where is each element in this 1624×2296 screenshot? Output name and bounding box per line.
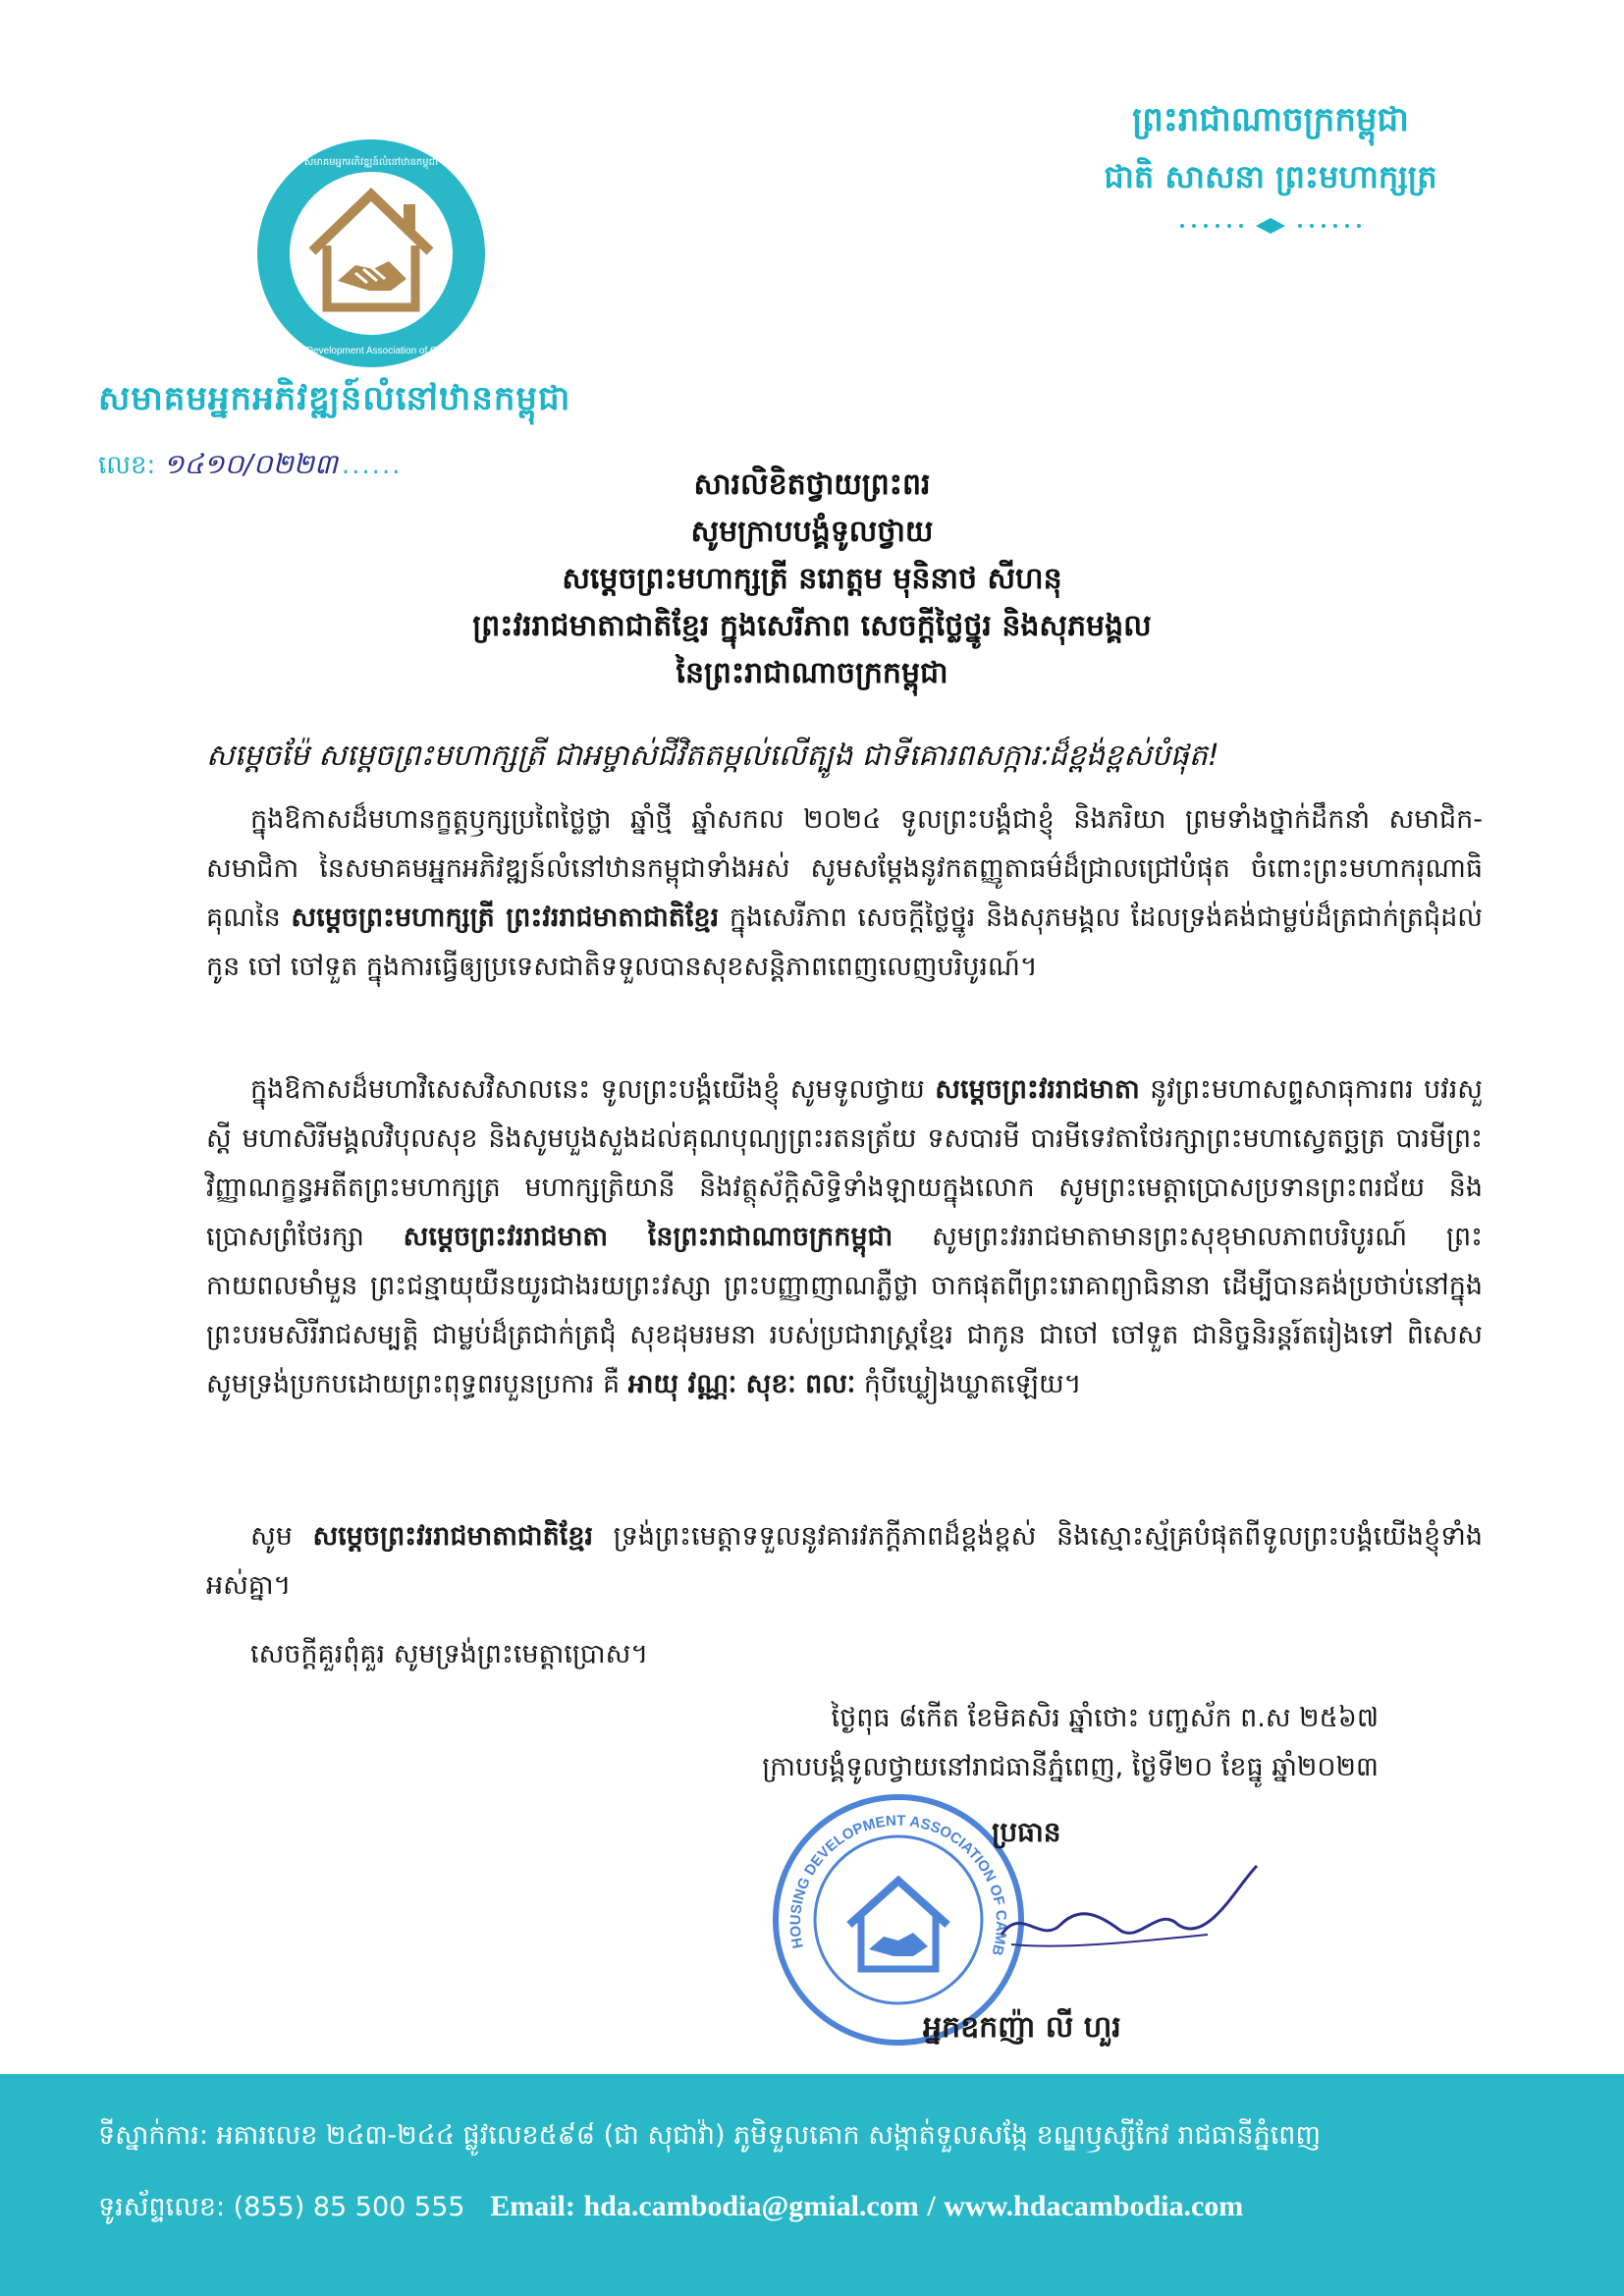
paragraph-2-bold-a: សម្តេចព្រះវររាជមាតា xyxy=(935,1074,1140,1105)
paragraph-1 xyxy=(206,795,1483,992)
signer-name: អ្នកឧកញ៉ា លី ហួរ xyxy=(923,2010,1121,2045)
logo-text-kh: សមាគមអ្នកអភិវឌ្ឍន៍លំនៅឋានកម្ពុជា xyxy=(303,157,439,168)
letterhead-footer xyxy=(0,2074,1624,2296)
paragraph-2-text-d: កុំបីឃ្លៀងឃ្លាតឡើយ។ xyxy=(855,1369,1082,1399)
website-link[interactable]: www.hdacambodia.com xyxy=(944,2190,1244,2222)
heading-line-3: សម្តេចព្រះមហាក្សត្រី នរោត្តម មុនិនាថ សីហនុ xyxy=(562,562,1062,596)
paragraph-3-text-b: ទ្រង់ព្រះមេត្តាទទួលនូវគារវភក្តីភាពដ៏ខ្ពង់ខ្ពស់ និងស្មោះស្ម័គ្របំផុតពីទូលព្រះបង្គំយើងខ្ញុំទាំងអស់គ្នា។ xyxy=(206,1521,1483,1601)
reference-dots: ...... xyxy=(341,451,403,480)
lunar-date: ថ្ងៃពុធ ៨កើត ខែមិគសិរ ឆ្នាំថោះ បញ្ចស័ក ព.ស ២៥៦៧ xyxy=(831,1703,1379,1733)
reference-label: លេខ: xyxy=(98,451,156,480)
paragraph-3-bold-a: សម្តេចព្រះវររាជមាតាជាតិខ្មែរ xyxy=(312,1521,594,1552)
email-address[interactable]: hda.cambodia@gmial.com xyxy=(583,2190,919,2222)
paragraph-2-bold-c: អាយុ វណ្ណៈ សុខៈ ពលៈ xyxy=(627,1369,856,1399)
ornament-divider-icon xyxy=(1064,214,1477,238)
heading-line-4: ព្រះវររាជមាតាជាតិខ្មែរ ក្នុងសេរីភាព សេចក្តីថ្លៃថ្នូរ និងសុភមង្គល xyxy=(472,609,1152,643)
paragraph-2-text-c: សូមព្រះវររាជមាតាមានព្រះសុខុមាលភាពបរិបូរណ៍ ព្រះកាយពលមាំមួន ព្រះជន្មាយុយឺនយូរជាងរយព្រះវស្សា ព្រះបញ្ញាញាណភ្លឺថ្លា ចាកផុតពីព្រះរោគាព្យាធិនានា ដើម្បីបានគង់ប្រថាប់នៅក្នុងព្រះបរមសិរីរាជសម្បត្តិ ជាម្លប់ដ៏ត្រជាក់ត្រជុំ សុខដុមរមនា របស់ប្រជារាស្ត្រខ្មែរ ជាកូន ជាចៅ ចៅទួត ជានិច្ចនិរន្តរ៍តរៀងទៅ ពិសេសសូមទ្រង់ប្រកបដោយព្រះពុទ្ធពរបួនប្រការ គឺ xyxy=(206,1222,1483,1399)
paragraph-2-text-a: ក្នុងឱកាសដ៏មហាវិសេសវិសាលនេះ ទូលព្រះបង្គំយើងខ្ញុំ សូមទូលថ្វាយ xyxy=(250,1074,936,1105)
paragraph-1-text-b: ក្នុងសេរីភាព សេចក្តីថ្លៃថ្នូរ និងសុភមង្គល ដែលទ្រង់គង់ជាម្លប់ដ៏ត្រជាក់ត្រជុំដល់ កូន ចៅ ចៅទួត ក្នុងការធ្វើឲ្យប្រទេសជាតិទទួលបានសុខសន្តិភាពពេញលេញបរិបូរណ៍។ xyxy=(206,902,1484,982)
kingdom-title: ព្រះរាជាណាចក្រកម្ពុជា xyxy=(1132,100,1409,139)
kingdom-motto xyxy=(1064,90,1477,238)
heading-line-5: នៃព្រះរាជាណាចក្រកម្ពុជា xyxy=(676,656,948,690)
letter-heading xyxy=(0,462,1624,697)
paragraph-2 xyxy=(206,1066,1483,1409)
logo-icon xyxy=(253,136,489,371)
closing-line: សេចក្តីគួរពុំគួរ សូមទ្រង់ព្រះមេត្តាប្រោស។ xyxy=(250,1639,649,1669)
handwritten-signature xyxy=(982,1846,1276,1984)
logo-text-en: Housing Development Association of Cambodia xyxy=(267,346,475,356)
svg-text:HOUSING DEVELOPMENT ASSOCIATIO xyxy=(766,1787,1009,1957)
heading-line-1: សារលិខិតថ្វាយព្រះពរ xyxy=(693,467,931,502)
signer-title: ប្រធាន xyxy=(992,1816,1061,1848)
heading-line-2: សូមក្រាបបង្គំទូលថ្វាយ xyxy=(690,515,934,549)
email-label: Email: xyxy=(490,2190,575,2222)
salutation: សម្តេចម៉ែ សម្តេចព្រះមហាក្សត្រី ជាអម្ចាស់ជីវិតតម្កល់លើត្បូង ជាទីគោរពសក្ការៈដ៏ខ្ពង់ខ្ពស់បំផុត! xyxy=(206,738,1219,773)
svg-text:Housing Development Associatio xyxy=(267,346,475,356)
paragraph-2-bold-b: សម្តេចព្រះវររាជមាតា នៃព្រះរាជាណាចក្រកម្ពុជា xyxy=(403,1222,893,1252)
footer-contact xyxy=(98,2190,1243,2229)
footer-separator: / xyxy=(927,2190,936,2222)
reference-number: ១៤១០/០២២៣ xyxy=(163,448,338,480)
paragraph-3 xyxy=(206,1512,1483,1611)
paragraph-1-text-a: ក្នុងឱកាសដ៏មហានក្ខត្តឫក្សប្រពៃថ្លៃថ្លា ឆ្នាំថ្មី ឆ្នាំសកល ២០២៤ ទូលព្រះបង្គំជាខ្ញុំ និងភរិយា ព្រមទាំងថ្នាក់ដឹកនាំ សមាជិក-សមាជិកា នៃសមាគមអ្នកអភិវឌ្ឍន៍លំនៅឋានកម្ពុជាទាំងអស់ សូមសម្តែងនូវកតញ្ញូតាធម៌ដ៏ជ្រាលជ្រៅបំផុត ចំពោះព្រះមហាករុណាធិគុណនៃ xyxy=(206,804,1483,933)
nation-religion-king: ជាតិ សាសនា ព្រះមហាក្សត្រ xyxy=(1104,158,1437,195)
solar-date: ក្រាបបង្គំទូលថ្វាយនៅរាជធានីភ្នំពេញ, ថ្ងៃទី២០ ខែធ្នូ ឆ្នាំ២០២៣ xyxy=(762,1752,1379,1782)
paragraph-2-text-b: នូវព្រះមហាសព្ទសាធុការពរ បវរសួស្តី មហាសិរីមង្គលវិបុលសុខ និងសូមបួងសួងដល់គុណបុណ្យព្រះរតនត្រ័យ ទសបារមី បារមីទេវតាថែរក្សាព្រះមហាស្វេតច្ឆត្រ បារមីព្រះវិញ្ញាណក្ខន្ធអតីតព្រះមហាក្សត្រ មហាក្សត្រិយានី និងវត្ថុស័ក្តិសិទ្ធិទាំងឡាយក្នុងលោក សូមព្រះមេត្តាប្រោសប្រទានព្រះពរជ័យ និងប្រោសព្រំថែរក្សា xyxy=(206,1074,1483,1252)
association-logo xyxy=(253,136,489,371)
footer-address: ទីស្នាក់ការ: អគារលេខ ២៤៣-២៤៤ ផ្លូវលេខ៥៩៨ (ជា សុជាវ៉ា) ភូមិទួលគោក សង្កាត់ទួលសង្កែ ខណ្ឌឫស្សីកែវ រាជធានីភ្នំពេញ xyxy=(98,2120,1322,2151)
svg-text:សមាគមអ្នកអភិវឌ្ឍន៍លំនៅឋានកម្ពុ xyxy=(304,155,438,170)
organization-name: សមាគមអ្នកអភិវឌ្ឍន៍លំនៅឋានកម្ពុជា xyxy=(98,379,571,418)
paragraph-1-bold-a: សម្តេចព្រះមហាក្សត្រី ព្រះវររាជមាតាជាតិខ្មែរ xyxy=(291,902,720,933)
phone-number: (855) 85 500 555 xyxy=(233,2192,465,2222)
date-block xyxy=(672,1694,1379,1792)
phone-label: ទូរស័ព្ទលេខ: xyxy=(98,2192,226,2222)
stamp-text: HOUSING DEVELOPMENT ASSOCIATION OF CAMB xyxy=(786,1812,1010,1958)
paragraph-3-text-a: សូម xyxy=(250,1521,313,1552)
